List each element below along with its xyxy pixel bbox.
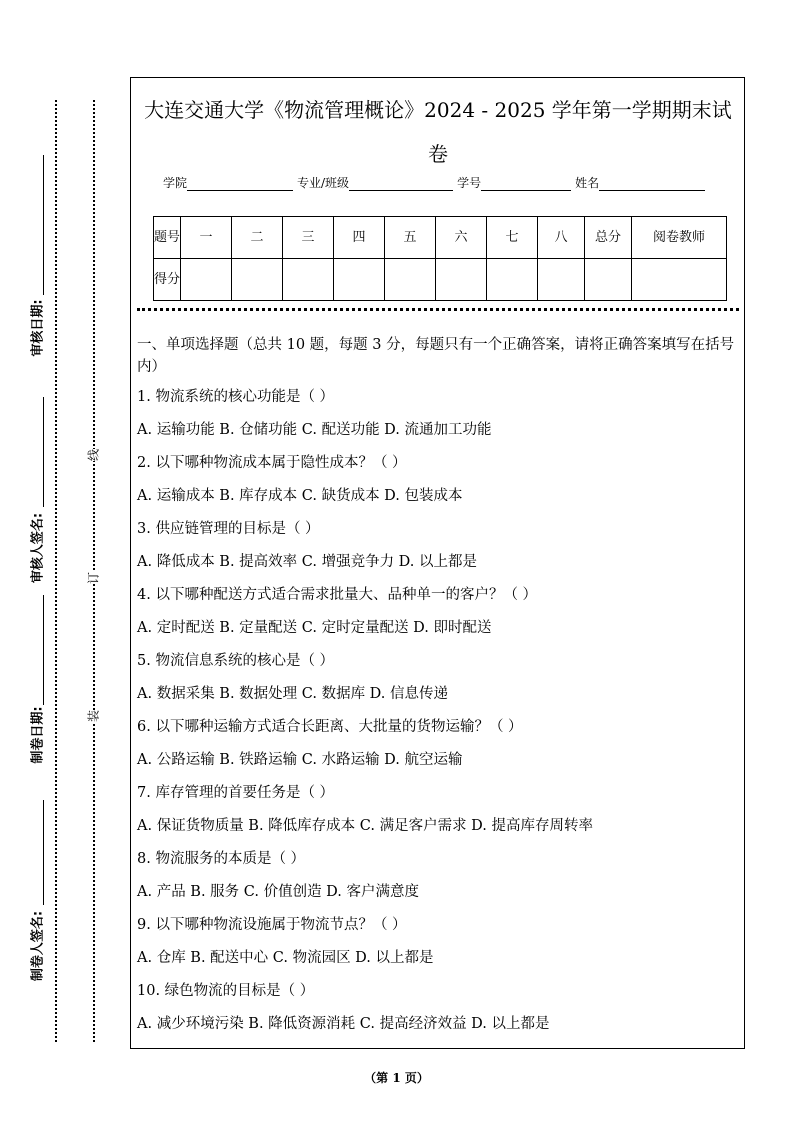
question-9: 9. 以下哪种物流设施属于物流节点？（ ） (137, 917, 407, 933)
exam-title-line2: 卷 (428, 142, 448, 166)
review-date-blank[interactable] (43, 155, 44, 295)
prepare-date-label: 制卷日期: (30, 706, 46, 764)
question-7: 7. 库存管理的首要任务是（ ） (137, 785, 335, 801)
score-cell[interactable] (181, 259, 232, 301)
question-8: 8. 物流服务的本质是（ ） (137, 851, 306, 867)
question-1: 1. 物流系统的核心功能是（ ） (137, 389, 335, 405)
college-label: 学院 (163, 176, 188, 190)
score-col-6: 六 (436, 217, 487, 259)
page-number: （第 1 页） (364, 1071, 429, 1085)
score-cell[interactable] (385, 259, 436, 301)
score-col-7: 七 (487, 217, 538, 259)
score-col-4: 四 (334, 217, 385, 259)
question-3: 3. 供应链管理的目标是（ ） (137, 521, 320, 537)
question-6: 6. 以下哪种运输方式适合长距离、大批量的货物运输？（ ） (137, 719, 523, 735)
score-col-8: 八 (538, 217, 585, 259)
question-4-options: A. 定时配送 B. 定量配送 C. 定时定量配送 D. 即时配送 (137, 620, 492, 636)
question-list (137, 387, 741, 1047)
score-table (153, 216, 727, 301)
score-col-5: 五 (385, 217, 436, 259)
exam-title (137, 88, 739, 176)
section-heading: 一、单项选择题（总共 10 题，每题 3 分，每题只有一个正确答案，请将正确答案填写在括号内） (137, 337, 735, 375)
student-id-field[interactable] (481, 178, 571, 191)
student-id-label: 学号 (457, 176, 482, 190)
binding-mark-ding: 订 (83, 572, 104, 584)
score-cell[interactable] (487, 259, 538, 301)
question-10-options: A. 减少环境污染 B. 降低资源消耗 C. 提高经济效益 D. 以上都是 (137, 1016, 550, 1032)
exam-title-line1: 大连交通大学《物流管理概论》2024 - 2025 学年第一学期期末试 (144, 98, 732, 122)
score-cell[interactable] (283, 259, 334, 301)
score-cell-total[interactable] (585, 259, 632, 301)
binding-mark-zhuang: 装 (83, 710, 104, 722)
question-8-options: A. 产品 B. 服务 C. 价值创造 D. 客户满意度 (137, 884, 420, 900)
question-2-options: A. 运输成本 B. 库存成本 C. 缺货成本 D. 包装成本 (137, 488, 463, 504)
preparer-sign-blank[interactable] (43, 800, 44, 905)
section-single-choice (137, 334, 741, 1047)
score-cell[interactable] (436, 259, 487, 301)
prepare-date-blank[interactable] (43, 595, 44, 705)
score-cell[interactable] (232, 259, 283, 301)
student-info-row (163, 174, 709, 191)
exam-paper-frame (130, 77, 745, 1049)
name-field[interactable] (599, 178, 705, 191)
question-1-options: A. 运输功能 B. 仓储功能 C. 配送功能 D. 流通加工功能 (137, 422, 492, 438)
score-row-header: 得分 (154, 259, 181, 301)
preparer-sign-label: 制卷人签名: (30, 910, 46, 982)
question-5-options: A. 数据采集 B. 数据处理 C. 数据库 D. 信息传递 (137, 686, 449, 702)
score-cell[interactable] (538, 259, 585, 301)
question-10: 10. 绿色物流的目标是（ ） (137, 983, 315, 999)
score-header-cell: 题号 (154, 217, 181, 259)
question-6-options: A. 公路运输 B. 铁路运输 C. 水路运输 D. 航空运输 (137, 752, 463, 768)
major-label: 专业/班级 (297, 176, 350, 190)
reviewer-sign-label: 审核人签名: (30, 512, 46, 584)
reviewer-sign-blank[interactable] (43, 397, 44, 507)
margin-dotted-line-outer (55, 100, 57, 1042)
question-7-options: A. 保证货物质量 B. 降低库存成本 C. 满足客户需求 D. 提高库存周转率 (137, 818, 594, 834)
question-3-options: A. 降低成本 B. 提高效率 C. 增强竞争力 D. 以上都是 (137, 554, 478, 570)
score-cell-grader[interactable] (632, 259, 727, 301)
score-col-2: 二 (232, 217, 283, 259)
question-9-options: A. 仓库 B. 配送中心 C. 物流园区 D. 以上都是 (137, 950, 434, 966)
question-5: 5. 物流信息系统的核心是（ ） (137, 653, 335, 669)
review-date-label: 审核日期: (30, 299, 46, 357)
dotted-divider (137, 308, 739, 311)
score-col-1: 一 (181, 217, 232, 259)
score-col-3: 三 (283, 217, 334, 259)
score-col-total: 总分 (585, 217, 632, 259)
score-col-grader: 阅卷教师 (632, 217, 727, 259)
major-field[interactable] (349, 178, 453, 191)
score-cell[interactable] (334, 259, 385, 301)
college-field[interactable] (187, 178, 293, 191)
question-2: 2. 以下哪种物流成本属于隐性成本？（ ） (137, 455, 407, 471)
name-label: 姓名 (575, 176, 600, 190)
binding-mark-xian: 线 (83, 449, 104, 461)
question-4: 4. 以下哪种配送方式适合需求批量大、品种单一的客户？（ ） (137, 587, 538, 603)
